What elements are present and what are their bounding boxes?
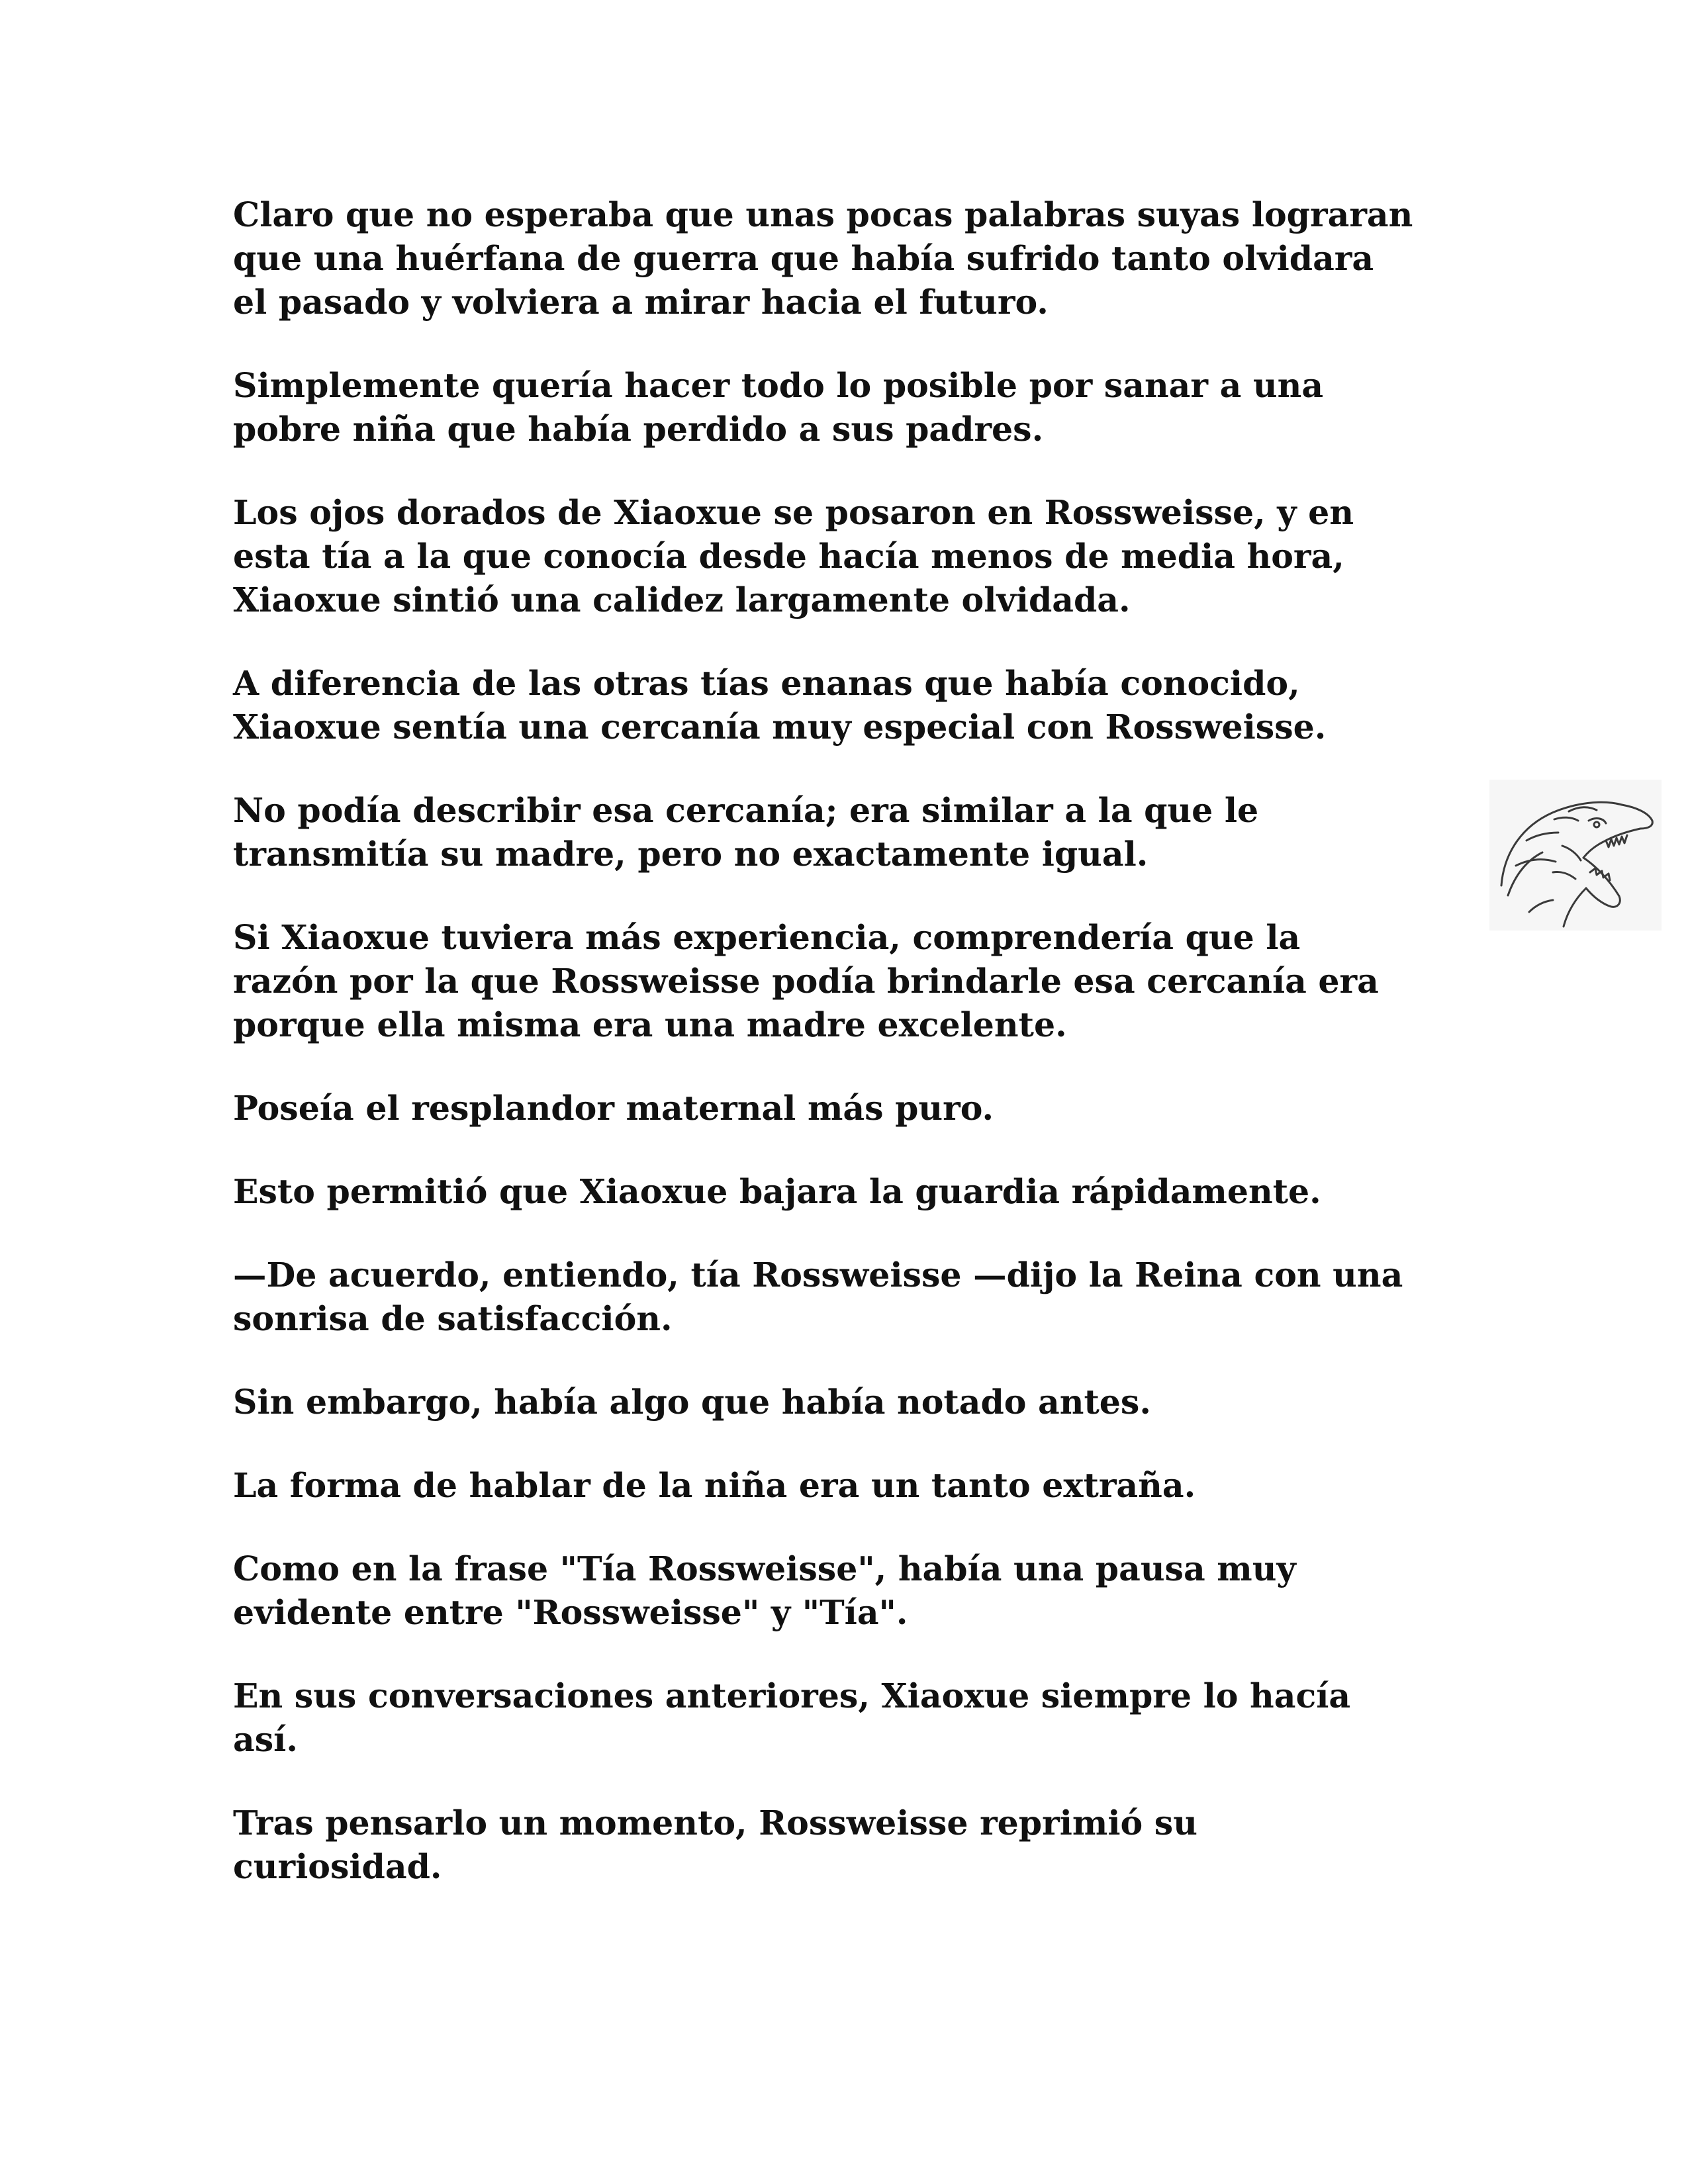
paragraph — [233, 916, 1491, 1047]
text-line: Si Xiaoxue tuviera más experiencia, comprendería que la — [233, 918, 1301, 957]
paragraph — [233, 1087, 1491, 1130]
text-line: pobre niña que había perdido a sus padres. — [233, 410, 1044, 449]
paragraph — [233, 1381, 1491, 1424]
paragraph — [233, 1170, 1491, 1214]
text-line: Esto permitió que Xiaoxue bajara la guardia rápidamente. — [233, 1172, 1321, 1211]
paragraph — [233, 662, 1491, 749]
text-line: Los ojos dorados de Xiaoxue se posaron en Rossweisse, y en — [233, 493, 1354, 532]
text-line: Xiaoxue sentía una cercanía muy especial con Rossweisse. — [233, 707, 1327, 747]
text-line: así. — [233, 1720, 298, 1759]
text-line: transmitía su madre, pero no exactamente igual. — [233, 835, 1149, 874]
text-line: razón por la que Rossweisse podía brindarle esa cercanía era — [233, 962, 1379, 1001]
text-line: porque ella misma era una madre excelente. — [233, 1005, 1067, 1044]
text-line: curiosidad. — [233, 1847, 442, 1886]
text-line: Tras pensarlo un momento, Rossweisse reprimió su — [233, 1803, 1197, 1843]
paragraph — [233, 364, 1491, 451]
text-line: No podía describir esa cercanía; era similar a la que le — [233, 791, 1259, 830]
text-line: que una huérfana de guerra que había sufrido tanto olvidara — [233, 239, 1374, 278]
text-line: En sus conversaciones anteriores, Xiaoxue siempre lo hacía — [233, 1676, 1351, 1715]
text-line: esta tía a la que conocía desde hacía menos de media hora, — [233, 537, 1344, 576]
text-line: Como en la frase "Tía Rossweisse", había una pausa muy — [233, 1549, 1296, 1588]
paragraph — [233, 1674, 1491, 1762]
text-line: Claro que no esperaba que unas pocas palabras suyas lograran — [233, 195, 1413, 234]
text-line: A diferencia de las otras tías enanas que había conocido, — [233, 664, 1300, 703]
paragraph — [233, 1253, 1491, 1341]
text-line: Poseía el resplandor maternal más puro. — [233, 1089, 994, 1128]
paragraph — [233, 789, 1491, 876]
text-line: evidente entre "Rossweisse" y "Tía". — [233, 1593, 908, 1632]
paragraph — [233, 193, 1491, 324]
text-line: el pasado y volviera a mirar hacia el futuro. — [233, 283, 1049, 322]
paragraph — [233, 1464, 1491, 1508]
dinosaur-head-icon — [1489, 780, 1662, 931]
text-line: Simplemente quería hacer todo lo posible por sanar a una — [233, 366, 1324, 405]
paragraph — [233, 491, 1491, 622]
text-line: Sin embargo, había algo que había notado antes. — [233, 1383, 1151, 1422]
paragraph — [233, 1547, 1491, 1635]
text-line: Xiaoxue sintió una calidez largamente olvidada. — [233, 580, 1131, 619]
paragraph — [233, 1801, 1491, 1889]
text-line: sonrisa de satisfacción. — [233, 1299, 673, 1338]
document-body — [233, 193, 1491, 1929]
text-line: La forma de hablar de la niña era un tanto extraña. — [233, 1466, 1196, 1505]
text-line: —De acuerdo, entiendo, tía Rossweisse —dijo la Reina con una — [233, 1255, 1403, 1295]
